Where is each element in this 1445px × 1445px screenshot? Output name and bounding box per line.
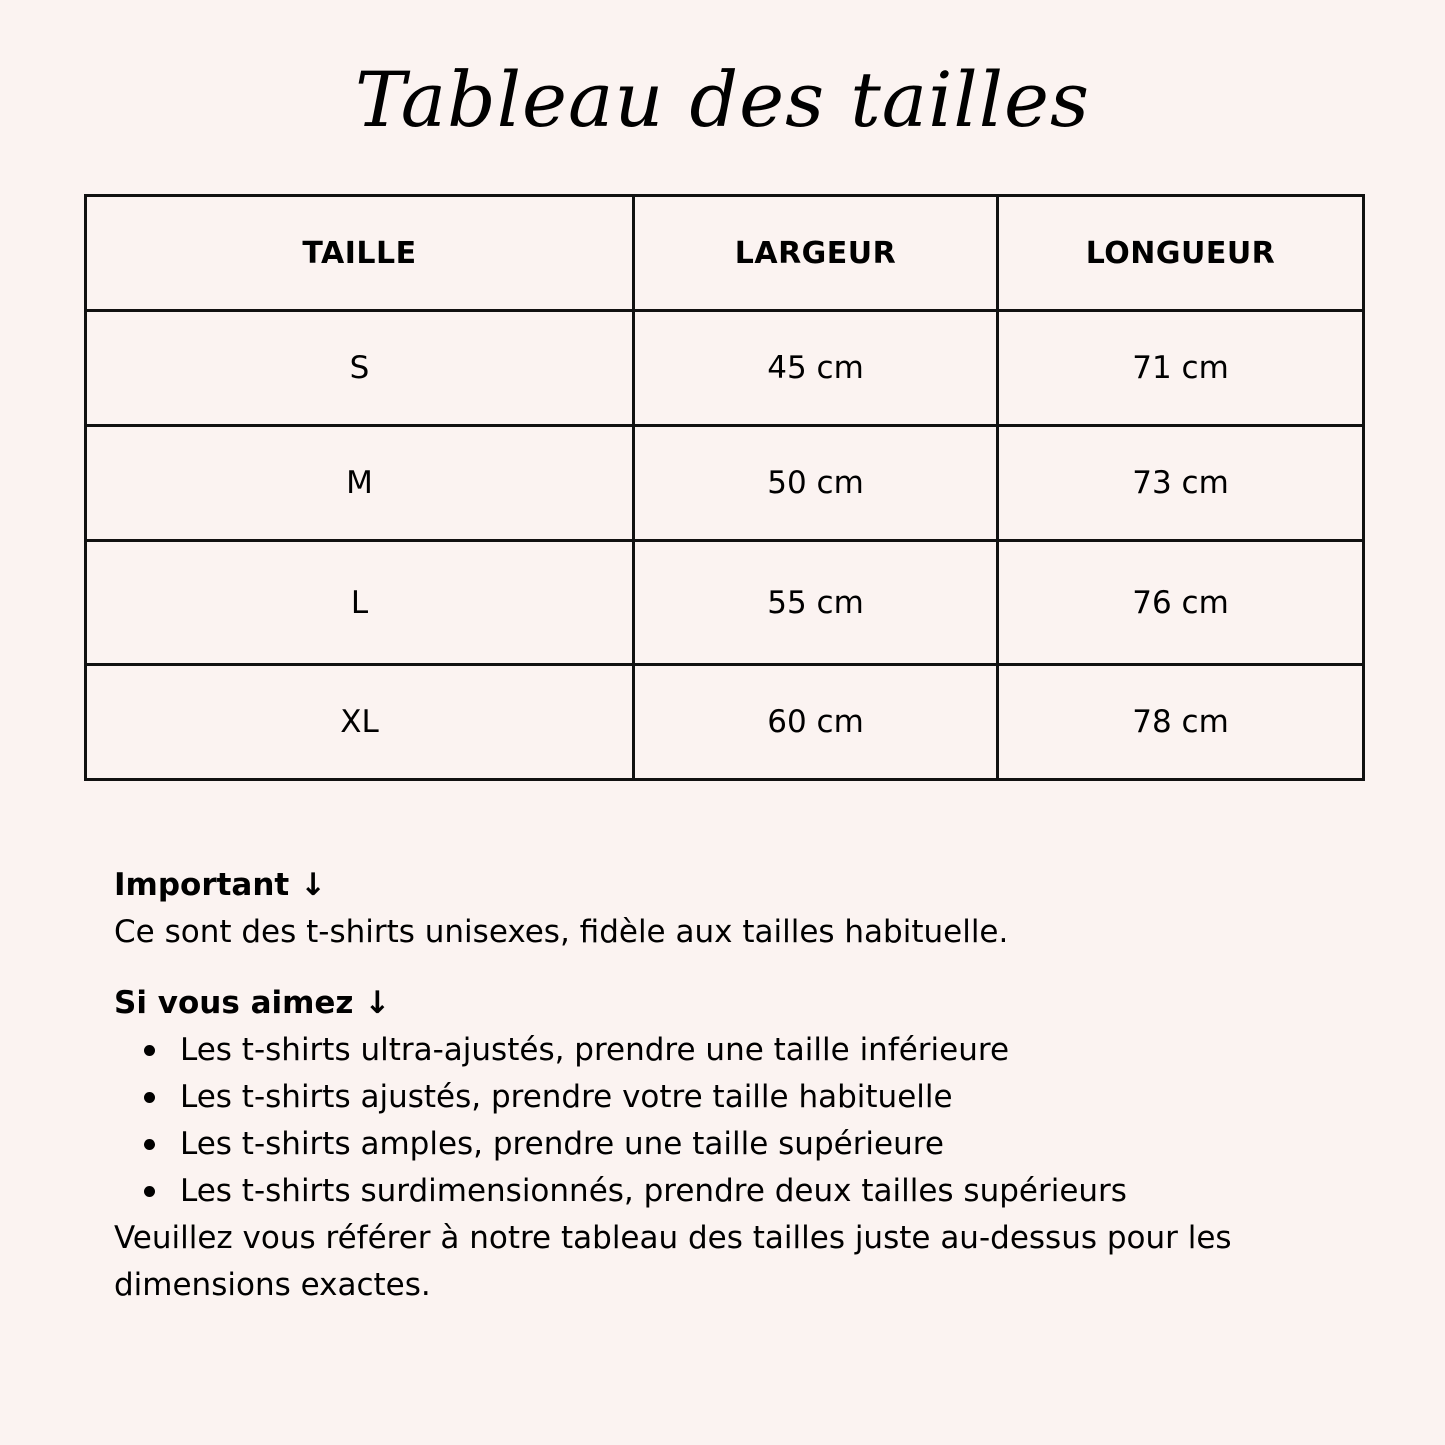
list-item: [114, 1027, 1354, 1074]
bullet-icon: [144, 1186, 155, 1197]
list-item-text: Les t-shirts amples, prendre une taille supérieure: [180, 1126, 944, 1162]
list-item-text: Les t-shirts surdimensionnés, prendre deux tailles supérieurs: [180, 1173, 1127, 1209]
header-length: LONGUEUR: [998, 196, 1364, 311]
cell-width: 45 cm: [634, 311, 998, 426]
cell-width: 50 cm: [634, 426, 998, 541]
table-row: [86, 311, 1364, 426]
cell-width: 60 cm: [634, 665, 998, 780]
list-item-text: Les t-shirts ajustés, prendre votre taille habituelle: [180, 1079, 953, 1115]
cell-size: XL: [86, 665, 634, 780]
list-item: [114, 1074, 1354, 1121]
cell-size: L: [86, 541, 634, 665]
cell-length: 76 cm: [998, 541, 1364, 665]
cell-length: 71 cm: [998, 311, 1364, 426]
preferences-section: [114, 980, 1354, 1215]
table-header-row: [86, 196, 1364, 311]
footer-note: Veuillez vous référer à notre tableau des tailles juste au-dessus pour les dimensions exactes.: [114, 1220, 1232, 1303]
page-title: Tableau des tailles: [355, 55, 1090, 144]
cell-size: M: [86, 426, 634, 541]
important-text: Ce sont des t-shirts unisexes, fidèle aux tailles habituelle.: [114, 914, 1009, 950]
table-row: [86, 541, 1364, 665]
cell-width: 55 cm: [634, 541, 998, 665]
table-row: [86, 665, 1364, 780]
table-row: [86, 426, 1364, 541]
size-table: [84, 194, 1365, 781]
bullet-icon: [144, 1092, 155, 1103]
list-item-text: Les t-shirts ultra-ajustés, prendre une taille inférieure: [180, 1032, 1010, 1068]
important-heading: Important ↓: [114, 867, 327, 903]
header-size: TAILLE: [86, 196, 634, 311]
list-item: [114, 1121, 1354, 1168]
list-item: [114, 1168, 1354, 1215]
notes-section: [114, 862, 1354, 1309]
cell-length: 73 cm: [998, 426, 1364, 541]
preferences-heading: Si vous aimez ↓: [114, 985, 391, 1021]
header-width: LARGEUR: [634, 196, 998, 311]
cell-size: S: [86, 311, 634, 426]
bullet-icon: [144, 1045, 155, 1056]
cell-length: 78 cm: [998, 665, 1364, 780]
bullet-icon: [144, 1139, 155, 1150]
preferences-list: [114, 1027, 1354, 1215]
